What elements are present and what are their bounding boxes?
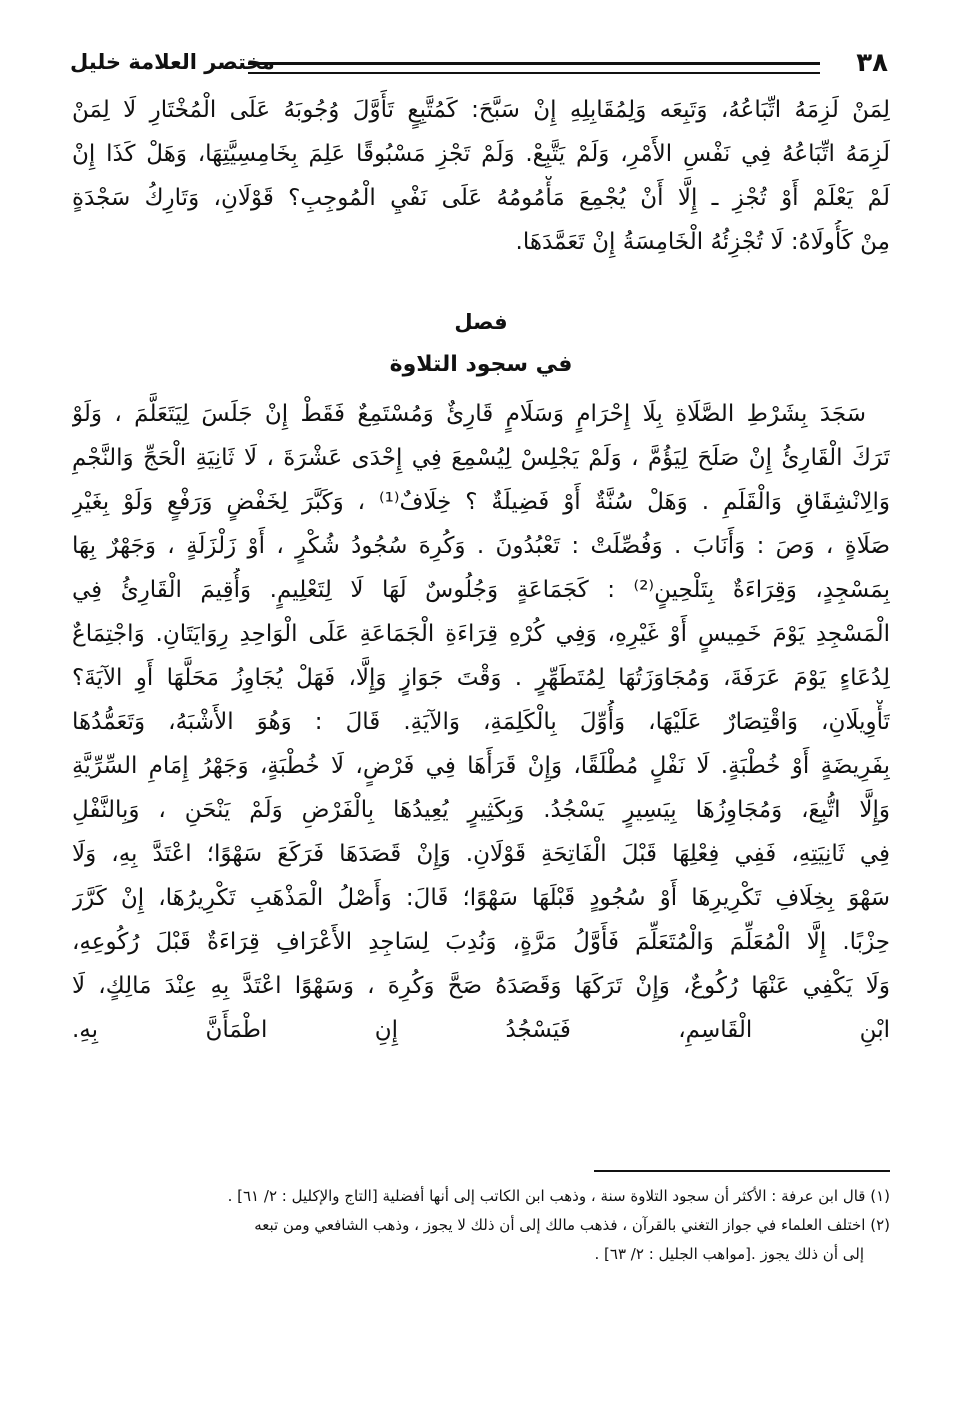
footnote-2-continued: إلى أن ذلك يجوز .[مواهب الجليل : ٢/ ٦٣] . — [594, 1245, 864, 1263]
body-paragraph — [72, 392, 890, 1140]
footnote-2: (٢) اختلف العلماء في جواز التغني بالقرآن ، فذهب مالك إلى أن ذلك لا يجوز ، وذهب الشافعي ومن تبعه — [254, 1216, 890, 1234]
section-label: فصل — [454, 310, 508, 334]
text-line: وَلَا يَكْفِي عَنْهَا رُكُوعٌ، وَإِنْ تَرَكَهَا وَقَصَدَهُ صَحَّ وَكُرِهَ ، وَسَهْوًا اعْتَدَّ بِهِ عِنْدَ مَالِكٍ، لَا — [72, 973, 890, 999]
text-line: بِمَسْجِدٍ، وَقِرَاءَةٌ بِتَلْحِينٍ⁽²⁾ : كَجَمَاعَةٍ وَجُلُوسٌ لَهَا لَا لِتَعْلِيمٍ. وَأُقِيمَ الْقَارِئُ فِي — [72, 577, 890, 603]
text-line: سَهْوَ بِخِلَافِ تَكْرِيرِهَا أَوْ سُجُودٍ قَبْلَهَا سَهْوًا؛ قَالَ: وَأَصْلُ الْمَذْهَبِ تَكْرِيرُهَا، إِنْ كَرَّرَ — [72, 885, 890, 911]
text-line — [72, 1096, 890, 1140]
book-title: مختصر العلامة خليل — [70, 50, 275, 74]
text-line: لِمَنْ لَزِمَهُ اتِّبَاعُهُ، وَتَبِعَه وَلِمُقَابِلِهِ إِنْ سَبَّحَ: كَمُتَّبِعٍ تَأَوَّلَ وُجُوبَهُ عَلَى الْمُخْتَارِ لَا لِمَنْ — [72, 97, 890, 123]
page-number: ٣٨ — [856, 48, 888, 78]
text-line: بِفَرِيضَةٍ أَوْ خُطْبَةٍ. لَا نَفْلٍ مُطْلَقًا، وَإِنْ قَرَأَهَا فِي فَرْضٍ، لَا خُطْبَةٍ، وَجَهْرُ إِمَامِ السِّرِّيَّةِ — [72, 753, 890, 779]
text-line: ابْنِ الْقَاسِمِ، فَيَسْجُدُ إِنِ اطْمَأَنَّ بِهِ. — [72, 1017, 890, 1043]
text-line: وَإِلَّا اتُّبِعَ، وَمُجَاوِزُهَا بِيَسِيرٍ يَسْجُدُ. وَبِكَثِيرٍ يُعِيدُهَا بِالْفَرْضِ وَلَمْ يَنْحَنِ ، وَبِالنَّفْلِ — [72, 797, 890, 823]
text-line: لَزِمَهُ اتِّبَاعُهُ فِي نَفْسِ الأَمْرِ، وَلَمْ يَتَّبِعْ. وَلَمْ تَجْزِ مَسْبُوقًا عَلِمَ بِخَامِسِيَّتِهَا، وَهَلْ كَذَا إِنْ — [72, 141, 890, 167]
section-title: في سجود التلاوة — [389, 352, 573, 377]
footnote-divider — [594, 1170, 890, 1172]
text-line — [72, 1052, 890, 1096]
footnotes — [72, 1182, 890, 1269]
text-line: فِي ثَانِيَتِهِ، فَفِي فِعْلِهَا قَبْلَ الْفَاتِحَةِ قَوْلَانِ. وَإِنْ قَصَدَهَا فَرَكَعَ سَهْوًا؛ اعْتَدَّ بِهِ، وَلَا — [72, 841, 890, 867]
text-line: حِزْبًا. إِلَّا الْمُعَلِّمَ وَالْمُتَعَلِّمَ فَأَوَّلُ مَرَّةٍ، وَنُدِبَ لِسَاجِدِ الأَعْرَافِ قِرَاءَةٌ قَبْلَ رُكُوعِهِ، — [72, 929, 890, 955]
text-line: مِنْ كَأُولَاهُ: لَا تُجْزِئُهُ الْخَامِسَةُ إِنْ تَعَمَّدَهَا. — [515, 229, 890, 255]
text-line: تَأْوِيلَانِ، وَاقْتِصَارٌ عَلَيْهَا، وَأُوِّلَ بِالْكَلِمَةِ، وَالآيَةِ. قَالَ : وَهُوَ الأَشْبَهُ، وَتَعَمُّدُهَا — [72, 709, 890, 735]
page-header — [70, 44, 888, 84]
header-rule — [248, 62, 820, 74]
text-line: وَالِانْشِقَاقِ وَالْقَلَمِ . وَهَلْ سُنَّةٌ أَوْ فَضِيلَةٌ ؟ خِلَافٌ⁽¹⁾ ، وَكَبَّرَ لِخَفْضٍ وَرَفْعٍ وَلَوْ بِغَيْرِ — [72, 489, 890, 515]
text-line: صَلَاةٍ ، وَصَ : وَأَنَابَ . وَفُصِّلَتْ : تَعْبُدُونَ . وَكُرِهَ سُجُودُ شُكْرٍ ، أَوْ زَلْزَلَةٍ ، وَجَهْرٌ بِهَا — [72, 533, 890, 559]
text-line: لَمْ يَعْلَمْ أَوْ تُجْزِ ـ إِلَّا أَنْ يُجْمِعَ مَأْمُومُهُ عَلَى نَفْيِ الْمُوجِبِ؟ قَوْلَانِ، وَتَارِكُ سَجْدَةٍ — [72, 185, 890, 211]
text-line: لِدُعَاءٍ يَوْمَ عَرَفَةَ، وَمُجَاوَزَتُهَا لِمُتَطَهِّرٍ . وَقْتَ جَوَازٍ وَإِلَّا، فَهَلْ يُجَاوِزُ مَحَلَّهَا أَوِ الآيَةَ؟ — [72, 665, 890, 691]
footnote-1: (١) قال ابن عرفة : الأكثر أن سجود التلاوة سنة ، وذهب ابن الكاتب إلى أنها أفضلية [التاج والإكليل : ٢/ ٦١] . — [227, 1187, 890, 1205]
text-line: تَرَكَ الْقَارِئُ إِنْ صَلَحَ لِيَؤُمَّ ، وَلَمْ يَجْلِسْ لِيُسْمِعَ فِي إِحْدَى عَشْرَةَ ، لَا ثَانِيَةِ الْحَجِّ وَالنَّجْمِ — [72, 445, 890, 471]
intro-paragraph — [72, 88, 890, 264]
text-line: سَجَدَ بِشَرْطِ الصَّلَاةِ بِلَا إِحْرَامٍ وَسَلَامٍ قَارِئٌ وَمُسْتَمِعٌ فَقَطْ إِنْ جَلَسَ لِيَتَعَلَّمَ ، وَلَوْ — [72, 401, 866, 427]
text-line: الْمَسْجِدِ يَوْمَ خَمِيسٍ أَوْ غَيْرِهِ، وَفِي كُرْهِ قِرَاءَةِ الْجَمَاعَةِ عَلَى الْوَاحِدِ رِوَايَتَانِ. وَاجْتِمَاعٌ — [72, 621, 890, 647]
